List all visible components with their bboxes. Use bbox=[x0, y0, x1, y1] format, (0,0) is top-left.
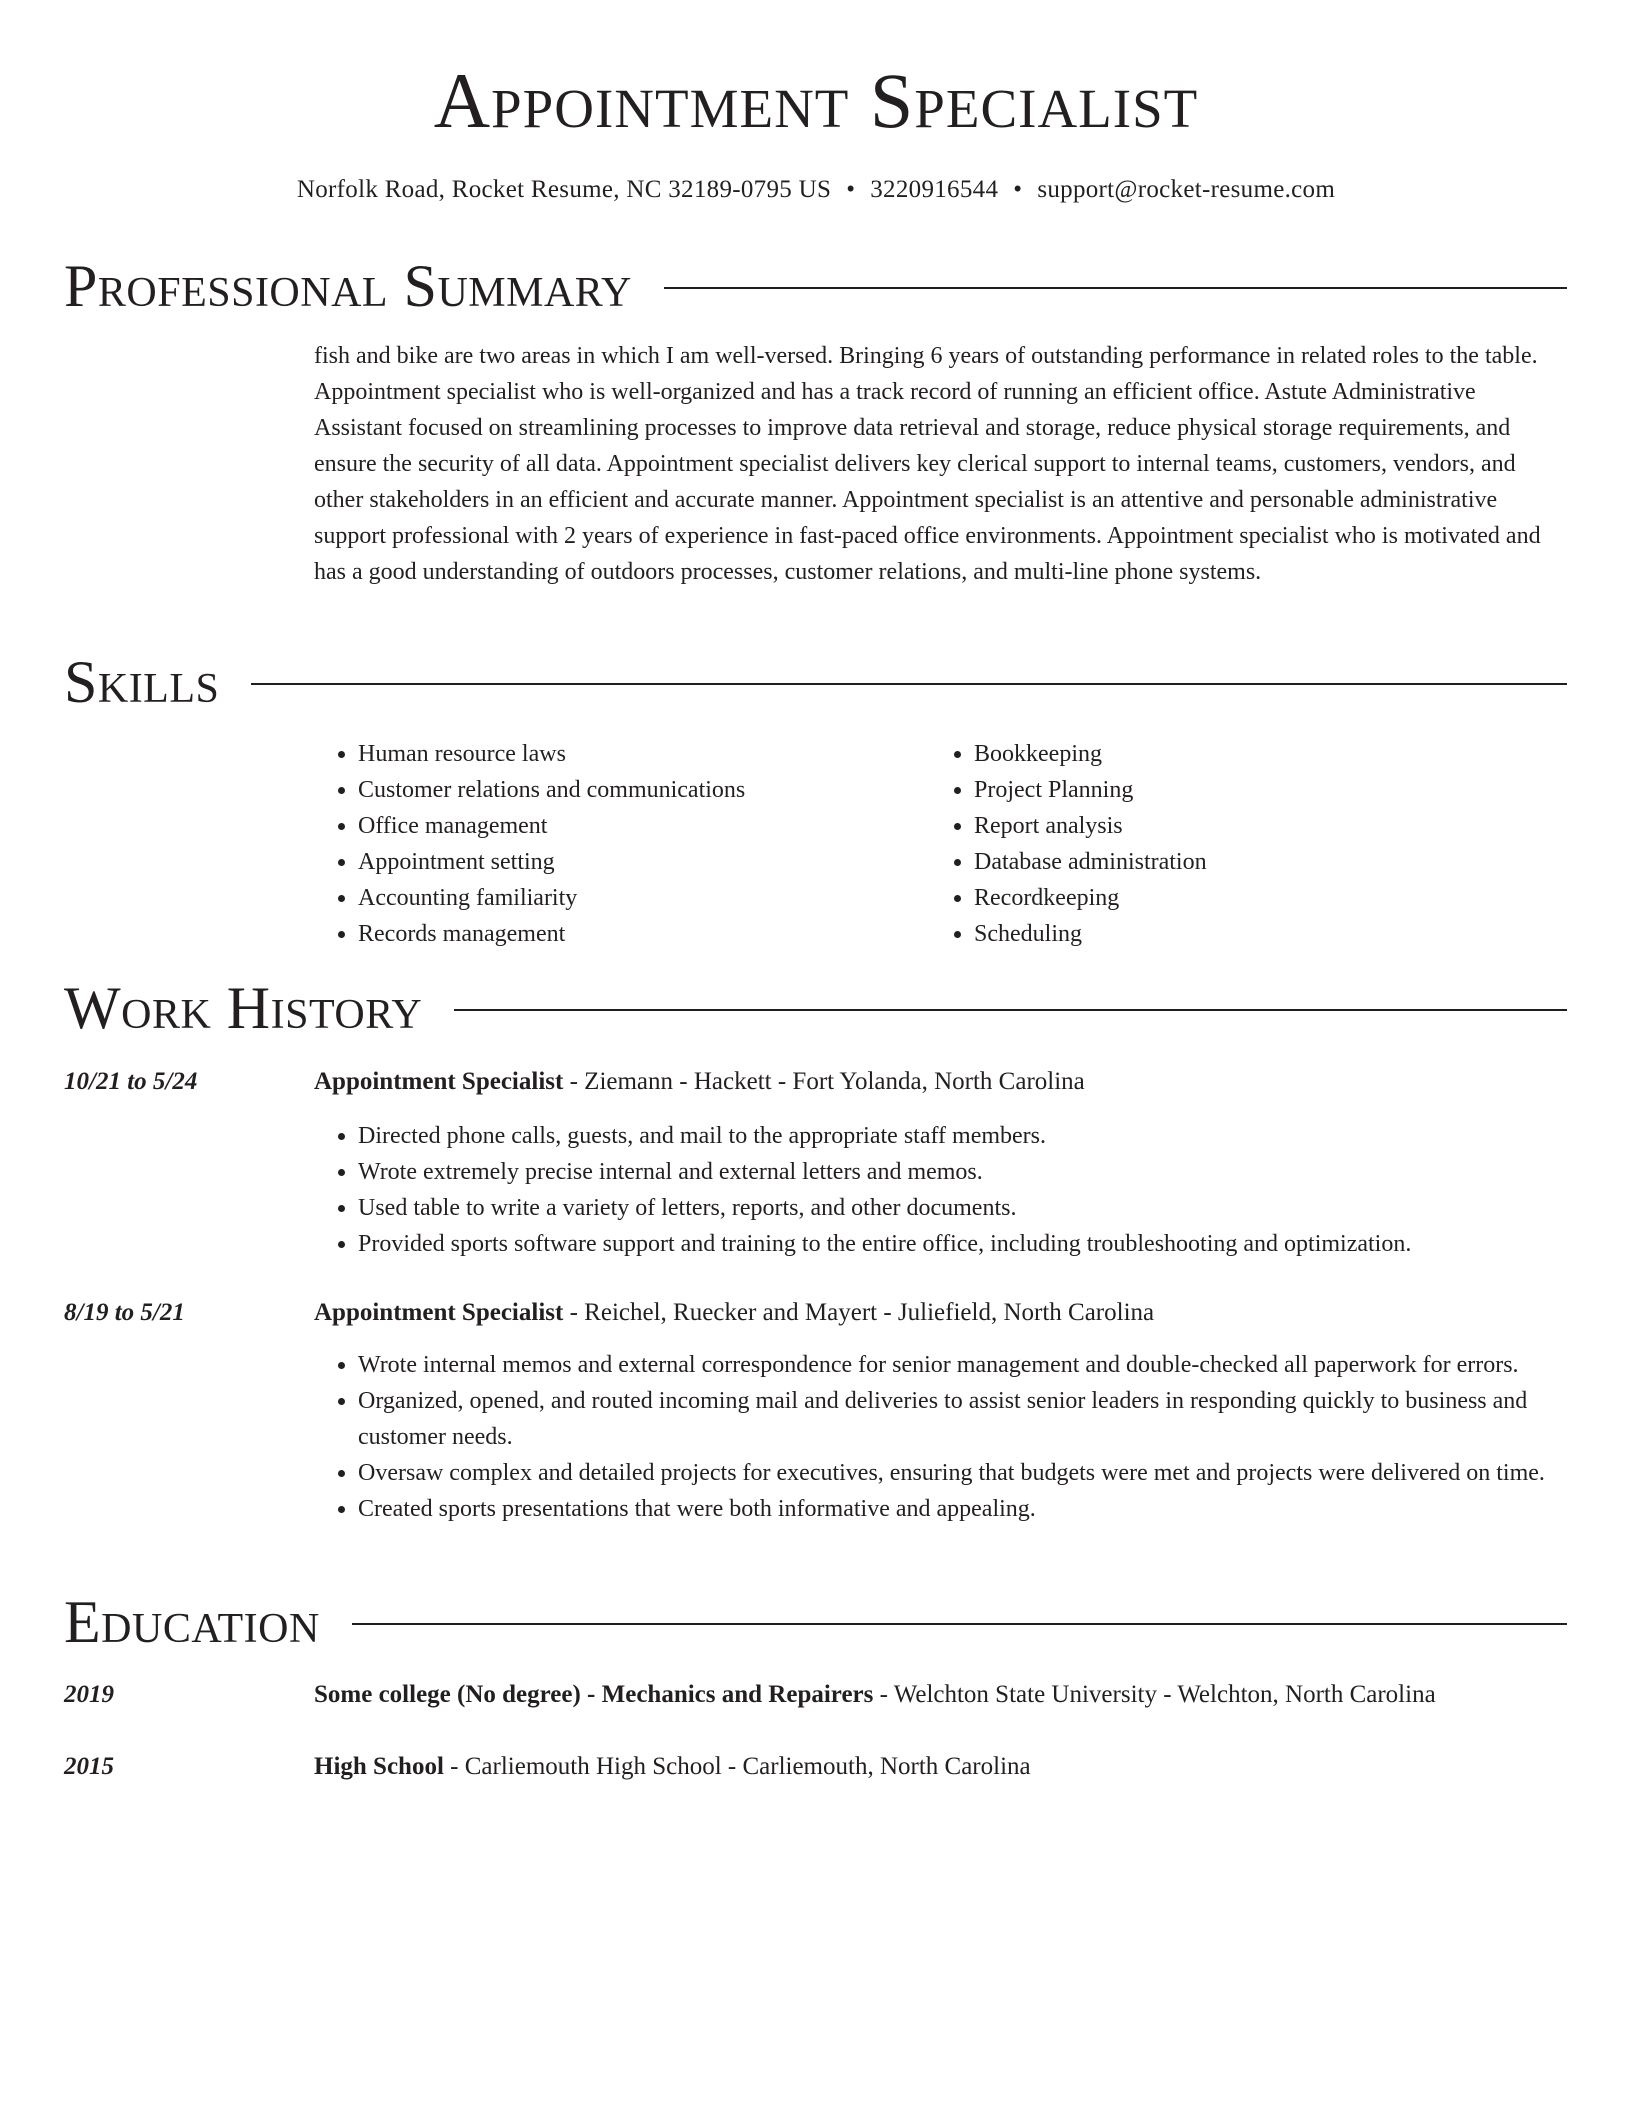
education-heading bbox=[314, 1749, 1566, 1785]
section-divider bbox=[454, 1009, 1567, 1011]
education-section-title: Education bbox=[64, 1589, 320, 1655]
job-bullet: • Organized, opened, and routed incoming mail and deliveries to assist senior leaders in responding quickly to business and customer needs. bbox=[358, 1383, 1566, 1455]
skill-item: • Database administration bbox=[974, 844, 1546, 880]
job-bullet: • Directed phone calls, guests, and mail to the appropriate staff members. bbox=[358, 1118, 1566, 1154]
job-bullet: • Oversaw complex and detailed projects for executives, ensuring that budgets were met and projects were delivered on time. bbox=[358, 1455, 1566, 1491]
education-heading bbox=[314, 1677, 1566, 1713]
candidate-name: Appointment Specialist bbox=[433, 57, 1199, 144]
job-bullets bbox=[314, 1347, 1566, 1527]
skills-column-left bbox=[314, 736, 930, 952]
job-employer: - Reichel, Ruecker and Mayert - Juliefield, North Carolina bbox=[563, 1299, 1155, 1326]
skills-section-title: Skills bbox=[64, 649, 220, 715]
education-year: 2015 bbox=[64, 1753, 114, 1780]
work-section-header bbox=[64, 975, 1567, 1041]
section-divider bbox=[251, 683, 1567, 685]
skill-item: • Records management bbox=[358, 916, 930, 952]
job-bullets bbox=[314, 1118, 1566, 1262]
skill-item: • Office management bbox=[358, 808, 930, 844]
education-school: - Welchton State University - Welchton, North Carolina bbox=[873, 1681, 1436, 1708]
skills-section-header bbox=[64, 649, 1567, 715]
work-section-title: Work History bbox=[64, 975, 423, 1041]
summary-section-title: Professional Summary bbox=[64, 253, 632, 319]
contact-separator: • bbox=[846, 176, 856, 203]
skill-item: • Bookkeeping bbox=[974, 736, 1546, 772]
section-divider bbox=[664, 287, 1567, 289]
education-degree: Some college (No degree) - Mechanics and Repairers bbox=[314, 1681, 874, 1708]
skills-list bbox=[314, 736, 1566, 952]
job-dates: 8/19 to 5/21 bbox=[64, 1299, 185, 1326]
education-section-header bbox=[64, 1589, 1567, 1655]
section-divider bbox=[352, 1623, 1567, 1625]
job-title: Appointment Specialist bbox=[314, 1068, 564, 1095]
job-dates: 10/21 to 5/24 bbox=[64, 1068, 198, 1095]
skill-item: • Recordkeeping bbox=[974, 880, 1546, 916]
contact-phone: 3220916544 bbox=[870, 176, 999, 203]
skill-item: • Customer relations and communications bbox=[358, 772, 930, 808]
education-degree: High School bbox=[314, 1753, 444, 1780]
skills-column-right bbox=[930, 736, 1546, 952]
job-employer: - Ziemann - Hackett - Fort Yolanda, North Carolina bbox=[563, 1068, 1085, 1095]
skill-item: • Accounting familiarity bbox=[358, 880, 930, 916]
contact-separator: • bbox=[1013, 176, 1023, 203]
contact-address: Norfolk Road, Rocket Resume, NC 32189-0795 US bbox=[296, 176, 832, 203]
contact-email: support@rocket-resume.com bbox=[1037, 176, 1336, 203]
job-bullet: • Used table to write a variety of letters, reports, and other documents. bbox=[358, 1190, 1566, 1226]
job-bullet: • Created sports presentations that were both informative and appealing. bbox=[358, 1491, 1566, 1527]
skill-item: • Appointment setting bbox=[358, 844, 930, 880]
education-school: - Carliemouth High School - Carliemouth, North Carolina bbox=[443, 1753, 1031, 1780]
contact-line bbox=[0, 175, 1632, 205]
education-year: 2019 bbox=[64, 1681, 114, 1708]
job-bullet: • Provided sports software support and training to the entire office, including troubleshooting and optimization. bbox=[358, 1226, 1566, 1262]
summary-text: fish and bike are two areas in which I am well-versed. Bringing 6 years of outstanding performance in related roles to the table. Appointment specialist who is well-organized and has a track record of running an efficient office. Astute Administrative Assistant focused on streamlining processes to improve data retrieval and storage, reduce physical storage requirements, and ensure the security of all data. Appointment specialist delivers key clerical support to internal teams, customers, vendors, and other stakeholders in an efficient and accurate manner. Appointment specialist is an attentive and personable administrative support professional with 2 years of experience in fast-paced office environments. Appointment specialist who is motivated and has a good understanding of outdoors processes, customer relations, and multi-line phone systems. bbox=[314, 343, 1541, 585]
skill-item: • Report analysis bbox=[974, 808, 1546, 844]
job-bullet: • Wrote extremely precise internal and external letters and memos. bbox=[358, 1154, 1566, 1190]
job-title: Appointment Specialist bbox=[314, 1299, 564, 1326]
summary-section-header bbox=[64, 253, 1567, 319]
skill-item: • Scheduling bbox=[974, 916, 1546, 952]
job-heading bbox=[314, 1064, 1566, 1100]
job-heading bbox=[314, 1295, 1566, 1331]
job-bullet: • Wrote internal memos and external correspondence for senior management and double-checked all paperwork for errors. bbox=[358, 1347, 1566, 1383]
skill-item: • Project Planning bbox=[974, 772, 1546, 808]
skill-item: • Human resource laws bbox=[358, 736, 930, 772]
